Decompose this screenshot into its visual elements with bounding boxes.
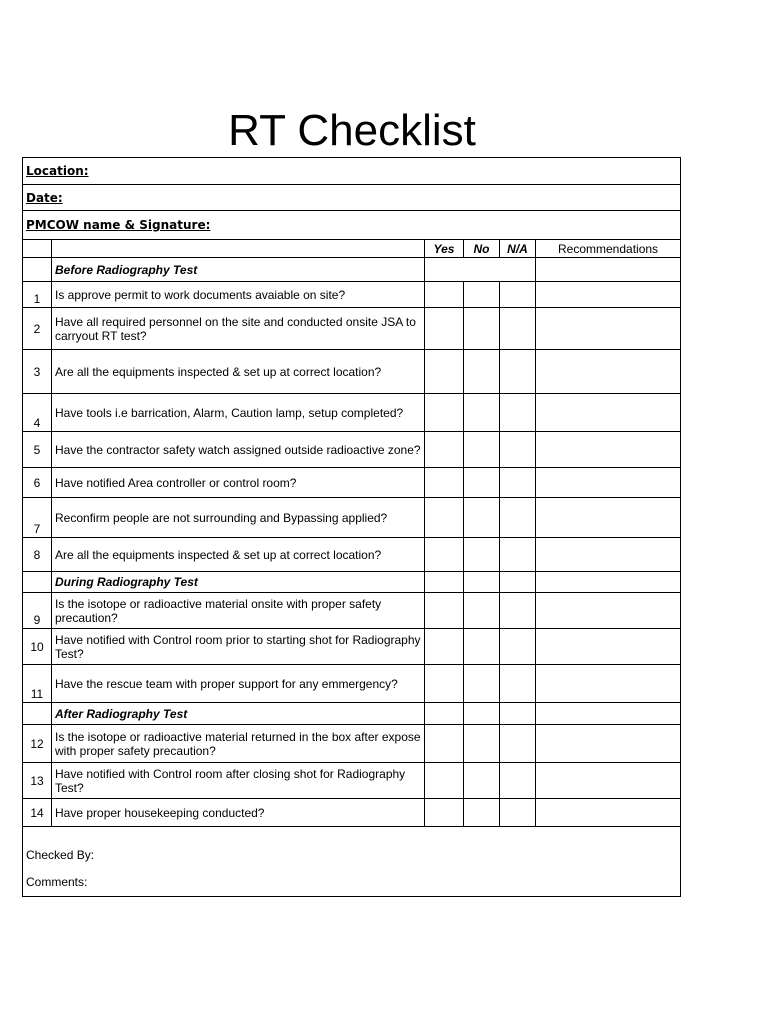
table-row [23,763,681,799]
checked-by-label: Checked By: [26,847,95,862]
item-number: 4 [23,394,52,432]
yes-cell[interactable] [425,498,464,538]
table-row [23,432,681,468]
item-question: Have the contractor safety watch assigned outside radioactive zone? [52,432,425,468]
recommendation-cell[interactable] [536,629,681,665]
table-row [23,725,681,763]
item-number: 11 [23,665,52,703]
blank-cell [536,703,681,725]
yes-column-header: Yes [425,240,464,258]
yes-cell[interactable] [425,665,464,703]
recommendation-cell[interactable] [536,665,681,703]
blank-cell [500,703,536,725]
item-number: 9 [23,593,52,629]
na-column-header: N/A [500,240,536,258]
table-row [23,308,681,350]
na-cell[interactable] [500,394,536,432]
page-title: RT Checklist [228,106,476,155]
blank-cell [500,572,536,593]
yes-cell[interactable] [425,394,464,432]
location-label: Location: [23,158,681,185]
item-number: 10 [23,629,52,665]
item-question: Have notified with Control room after closing shot for Radiography Test? [52,763,425,799]
item-number: 5 [23,432,52,468]
table-row [23,665,681,703]
item-number: 14 [23,799,52,827]
section-title-before: Before Radiography Test [52,258,425,282]
item-question: Reconfirm people are not surrounding and Bypassing applied? [52,498,425,538]
na-cell[interactable] [500,538,536,572]
table-row [23,799,681,827]
item-number: 1 [23,282,52,308]
na-cell[interactable] [500,593,536,629]
no-cell[interactable] [464,468,500,498]
item-question: Have notified Area controller or control room? [52,468,425,498]
recommendation-cell[interactable] [536,394,681,432]
na-cell[interactable] [500,725,536,763]
yes-cell[interactable] [425,799,464,827]
item-question: Have notified with Control room prior to starting shot for Radiography Test? [52,629,425,665]
item-question: Is approve permit to work documents avaiable on site? [52,282,425,308]
yes-cell[interactable] [425,282,464,308]
no-cell[interactable] [464,538,500,572]
table-row [23,394,681,432]
na-cell[interactable] [500,763,536,799]
location-row [23,158,681,185]
no-cell[interactable] [464,763,500,799]
recommendations-column-header: Recommendations [536,240,681,258]
item-number: 8 [23,538,52,572]
yes-cell[interactable] [425,538,464,572]
section-row-during [23,572,681,593]
na-cell[interactable] [500,282,536,308]
table-row [23,593,681,629]
column-header-row [23,240,681,258]
no-cell[interactable] [464,665,500,703]
item-question: Have all required personnel on the site and conducted onsite JSA to carryout RT test? [52,308,425,350]
item-question: Is the isotope or radioactive material returned in the box after expose with proper safety precaution? [52,725,425,763]
table-row [23,538,681,572]
na-cell[interactable] [500,432,536,468]
no-cell[interactable] [464,350,500,394]
no-cell[interactable] [464,432,500,468]
item-number: 3 [23,350,52,394]
na-cell[interactable] [500,665,536,703]
recommendation-cell[interactable] [536,725,681,763]
blank-cell [536,572,681,593]
section-row-before [23,258,681,282]
yes-cell[interactable] [425,308,464,350]
blank-cell [52,240,425,258]
recommendation-cell[interactable] [536,350,681,394]
footer-row [23,827,681,897]
recommendation-cell[interactable] [536,799,681,827]
blank-cell [536,258,681,282]
pmcow-row [23,211,681,240]
table-row [23,282,681,308]
item-number: 2 [23,308,52,350]
table-row [23,468,681,498]
blank-cell [425,258,536,282]
recommendation-cell[interactable] [536,468,681,498]
no-cell[interactable] [464,629,500,665]
no-cell[interactable] [464,308,500,350]
blank-cell [425,703,464,725]
yes-cell[interactable] [425,432,464,468]
item-question: Is the isotope or radioactive material onsite with proper safety precaution? [52,593,425,629]
item-question: Have the rescue team with proper support for any emmergency? [52,665,425,703]
item-number: 13 [23,763,52,799]
section-title-during: During Radiography Test [52,572,425,593]
no-cell[interactable] [464,799,500,827]
blank-cell [23,240,52,258]
blank-cell [425,572,464,593]
recommendation-cell[interactable] [536,763,681,799]
item-number: 6 [23,468,52,498]
no-cell[interactable] [464,282,500,308]
recommendation-cell[interactable] [536,538,681,572]
section-title-after: After Radiography Test [52,703,425,725]
blank-cell [23,703,52,725]
recommendation-cell[interactable] [536,432,681,468]
na-cell[interactable] [500,498,536,538]
section-row-after [23,703,681,725]
item-question: Have proper housekeeping conducted? [52,799,425,827]
table-row [23,350,681,394]
item-number: 12 [23,725,52,763]
item-question: Have tools i.e barrication, Alarm, Caution lamp, setup completed? [52,394,425,432]
date-label: Date: [23,185,681,211]
blank-cell [23,258,52,282]
item-question: Are all the equipments inspected & set up at correct location? [52,350,425,394]
recommendation-cell[interactable] [536,308,681,350]
recommendation-cell[interactable] [536,282,681,308]
no-cell[interactable] [464,498,500,538]
na-cell[interactable] [500,799,536,827]
no-cell[interactable] [464,394,500,432]
item-question: Are all the equipments inspected & set up at correct location? [52,538,425,572]
checklist-table [22,157,681,897]
comments-label: Comments: [26,874,88,889]
blank-cell [23,572,52,593]
na-cell[interactable] [500,629,536,665]
no-cell[interactable] [464,593,500,629]
recommendation-cell[interactable] [536,593,681,629]
item-number: 7 [23,498,52,538]
yes-cell[interactable] [425,350,464,394]
blank-cell [464,572,500,593]
table-row [23,498,681,538]
date-row [23,185,681,211]
yes-cell[interactable] [425,593,464,629]
no-cell[interactable] [464,725,500,763]
yes-cell[interactable] [425,468,464,498]
table-row [23,629,681,665]
footer-cell [23,827,681,897]
na-cell[interactable] [500,308,536,350]
na-cell[interactable] [500,468,536,498]
no-column-header: No [464,240,500,258]
yes-cell[interactable] [425,629,464,665]
pmcow-label: PMCOW name & Signature: [23,211,681,240]
yes-cell[interactable] [425,725,464,763]
blank-cell [464,703,500,725]
yes-cell[interactable] [425,763,464,799]
na-cell[interactable] [500,350,536,394]
recommendation-cell[interactable] [536,498,681,538]
